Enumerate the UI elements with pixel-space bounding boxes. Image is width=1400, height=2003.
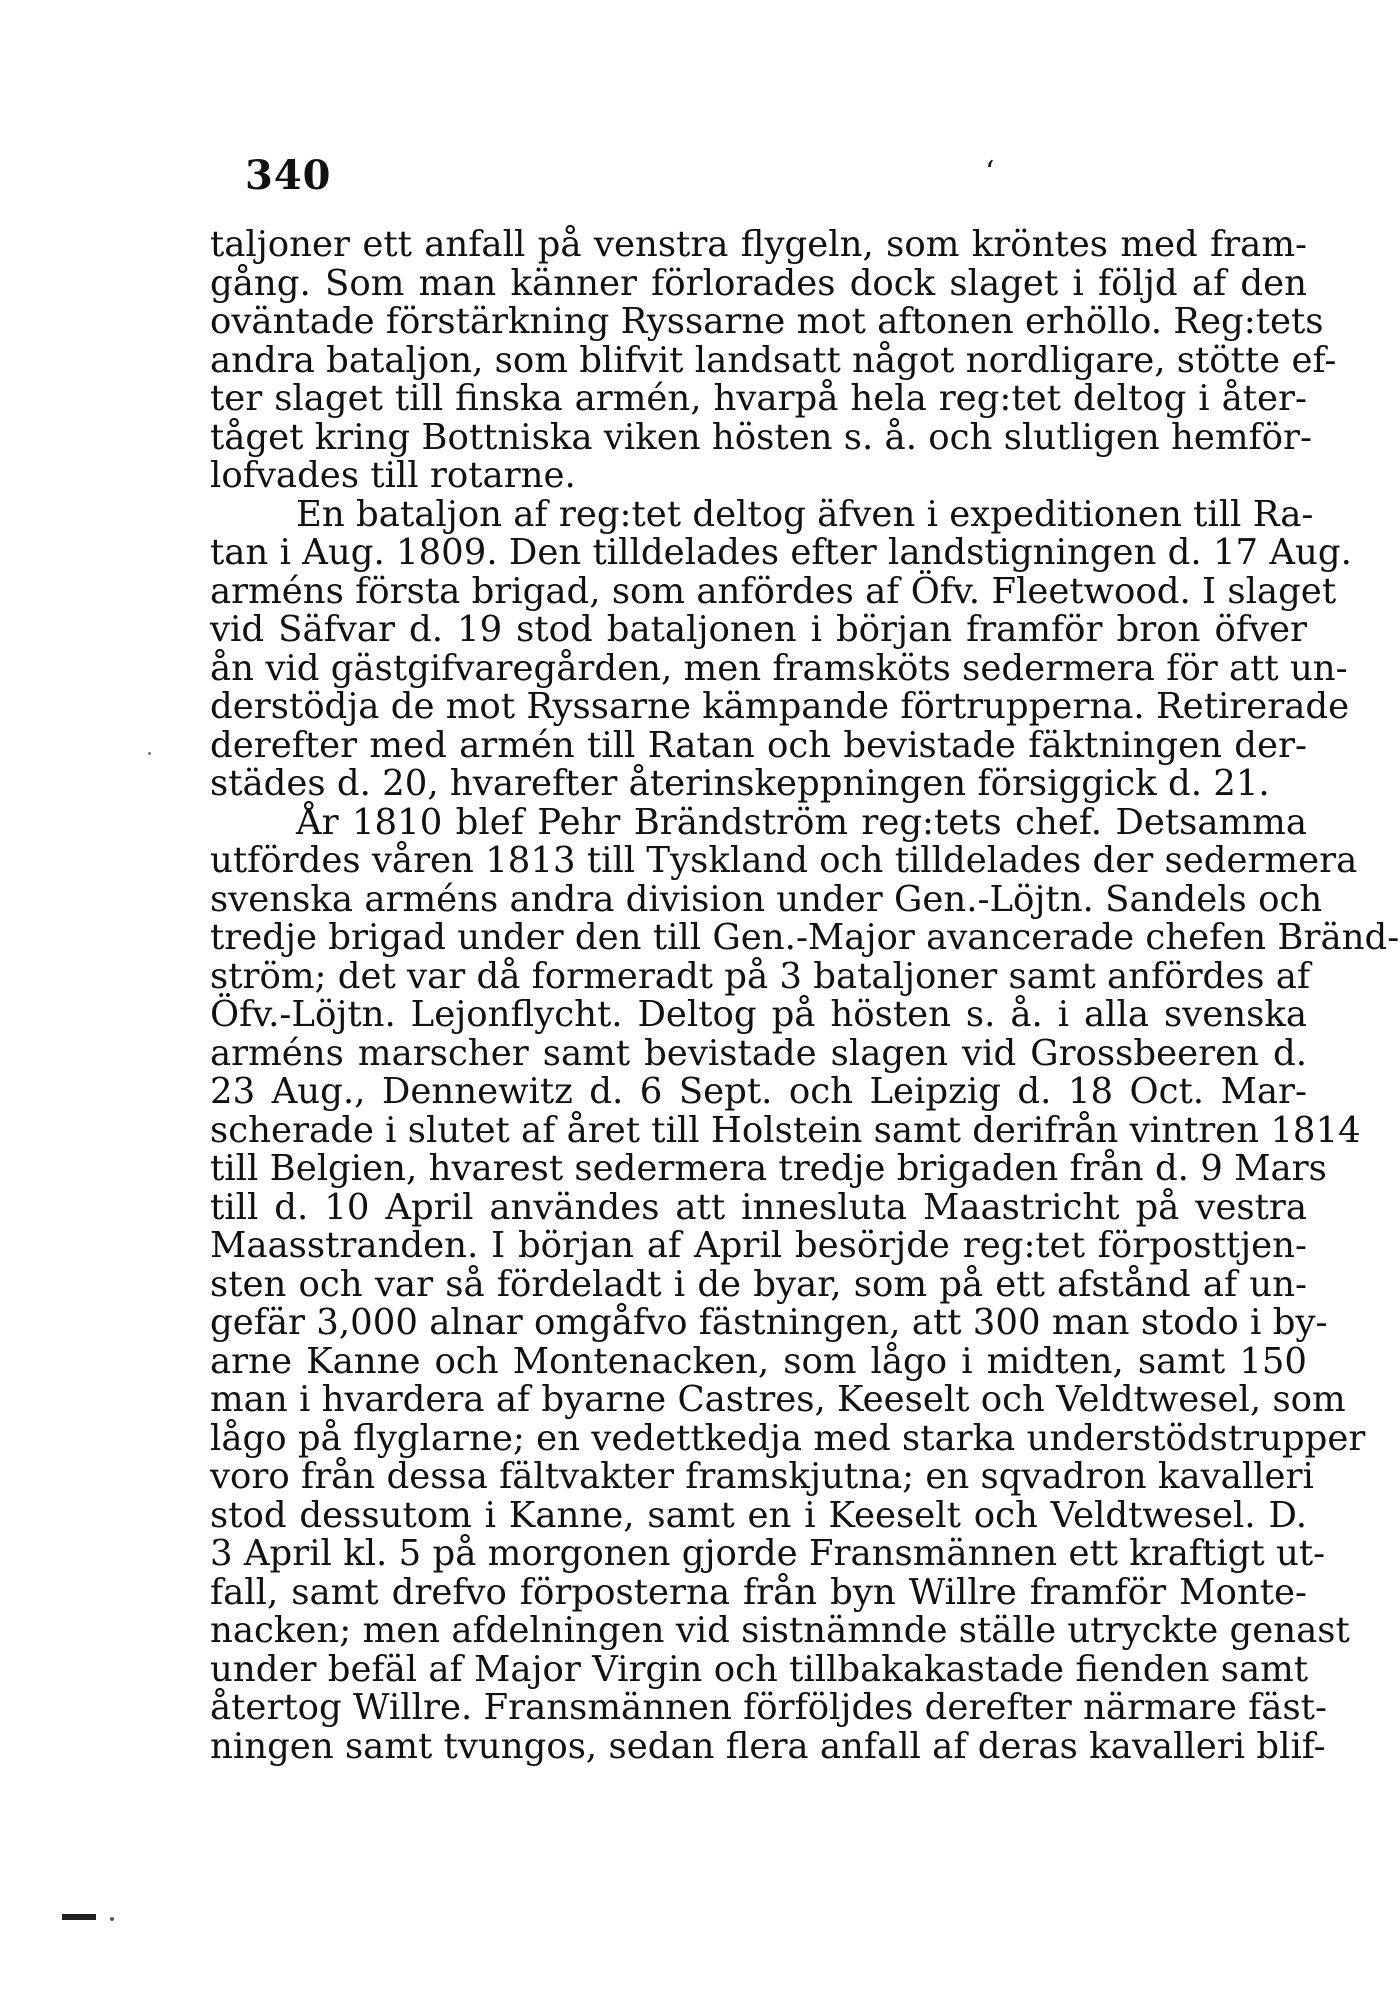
text-line: År 1810 blef Pehr Brändström reg:tets chef. Detsamma: [296, 801, 1307, 843]
text-line: städes d. 20, hvarefter återinskeppningen försiggick d. 21.: [210, 763, 1270, 804]
margin-dot-mark: [110, 1917, 114, 1921]
text-line: man i hvardera af byarne Castres, Keeselt och Veldtwesel, som: [210, 1379, 1346, 1420]
text-line: Maasstranden. I början af April besörjde reg:tet förposttjen-: [210, 1225, 1307, 1266]
text-line: oväntade förstärkning Ryssarne mot aftonen erhöllo. Reg:tets: [210, 301, 1324, 342]
text-line: stod dessutom i Kanne, samt en i Keeselt och Veldtwesel. D.: [210, 1494, 1307, 1536]
text-line: ningen samt tvungos, sedan flera anfall af deras kavalleri blif-: [210, 1725, 1326, 1767]
text-line: arméns första brigad, som anfördes af Öfv. Fleetwood. I slaget: [210, 570, 1337, 612]
text-line: tåget kring Bottniska viken hösten s. å. och slutligen hemför-: [210, 416, 1312, 458]
text-line: återtog Willre. Fransmännen förföljdes derefter närmare fäst-: [210, 1687, 1327, 1728]
text-line: ter slaget till finska armén, hvarpå hela reg:tet deltog i åter-: [210, 378, 1307, 419]
margin-dash-mark: [62, 1914, 96, 1920]
text-line: ström; det var då formeradt på 3 bataljoner samt anfördes af: [210, 955, 1311, 997]
text-line: 23 Aug., Dennewitz d. 6 Sept. och Leipzig d. 18 Oct. Mar-: [210, 1071, 1307, 1112]
text-line: gång. Som man känner förlorades dock slaget i följd af den: [210, 262, 1307, 304]
text-line: taljoner ett anfall på venstra flygeln, som kröntes med fram-: [210, 224, 1307, 265]
text-line: lofvades till rotarne.: [210, 455, 576, 496]
body-text: [210, 224, 1400, 1767]
text-line: arne Kanne och Montenacken, som lågo i midten, samt 150: [210, 1340, 1307, 1382]
text-line: fall, samt drefvo förposterna från byn Willre framför Monte-: [210, 1571, 1307, 1613]
text-line: lågo på flyglarne; en vedettkedja med starka understödstrupper: [210, 1417, 1366, 1459]
text-line: scherade i slutet af året till Holstein samt derifrån vintren 1814: [210, 1109, 1361, 1151]
printer-mark: ‘: [985, 155, 995, 190]
text-line: ån vid gästgifvaregården, men framsköts sedermera för att un-: [210, 647, 1348, 689]
text-line: voro från dessa fältvakter framskjutna; en sqvadron kavalleri: [210, 1456, 1314, 1497]
text-line: nacken; men afdelningen vid sistnämnde ställe utryckte genast: [210, 1610, 1350, 1651]
page-number: 340: [245, 152, 332, 199]
text-line: En bataljon af reg:tet deltog äfven i expeditionen till Ra-: [296, 493, 1314, 535]
text-line: sten och var så fördeladt i de byar, som på ett afstånd af un-: [210, 1263, 1307, 1305]
margin-speck-mark: [148, 752, 151, 755]
text-line: derstödja de mot Ryssarne kämpande förtrupperna. Retirerade: [210, 686, 1350, 727]
text-line: derefter med armén till Ratan och bevistade fäktningen der-: [210, 724, 1307, 766]
text-line: arméns marscher samt bevistade slagen vid Grossbeeren d.: [210, 1032, 1307, 1074]
text-line: till Belgien, hvarest sedermera tredje brigaden från d. 9 Mars: [210, 1148, 1327, 1189]
text-line: 3 April kl. 5 på morgonen gjorde Fransmännen ett kraftigt ut-: [210, 1533, 1326, 1574]
text-line: utfördes våren 1813 till Tyskland och tilldelades der sedermera: [210, 840, 1358, 881]
text-line: till d. 10 April användes att innesluta Maastricht på vestra: [210, 1186, 1307, 1228]
text-line: tredje brigad under den till Gen.-Major avancerade chefen Bränd-: [210, 917, 1400, 958]
text-line: tan i Aug. 1809. Den tilldelades efter landstigningen d. 17 Aug.: [210, 532, 1352, 573]
text-line: vid Säfvar d. 19 stod bataljonen i början framför bron öfver: [210, 609, 1307, 650]
text-line: svenska arméns andra division under Gen.-Löjtn. Sandels och: [210, 878, 1323, 920]
text-line: gefär 3,000 alnar omgåfvo fästningen, att 300 man stodo i by-: [210, 1302, 1328, 1343]
text-line: Öfv.-Löjtn. Lejonflycht. Deltog på hösten s. å. i alla svenska: [210, 994, 1307, 1035]
text-line: andra bataljon, som blifvit landsatt något nordligare, stötte ef-: [210, 339, 1337, 381]
text-line: under befäl af Major Virgin och tillbakakastade fienden samt: [210, 1648, 1309, 1690]
